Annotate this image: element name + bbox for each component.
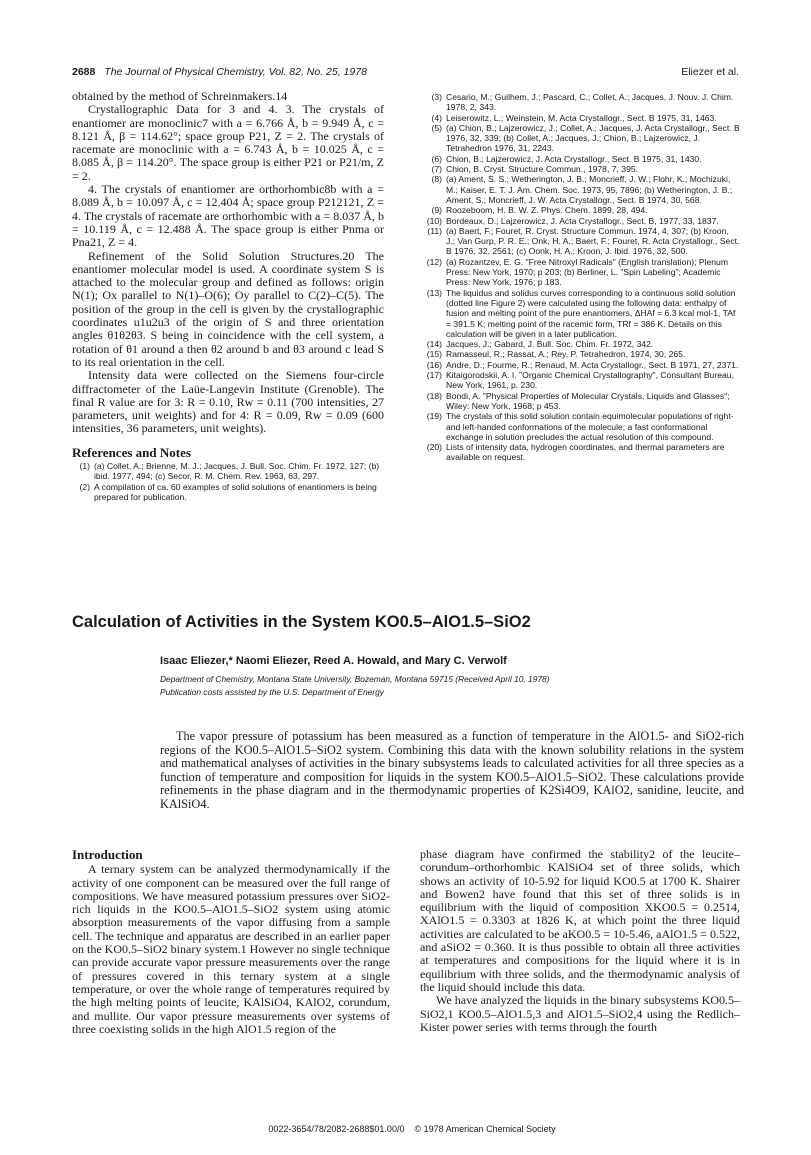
reference-number: (2) [79, 481, 90, 492]
reference-item [72, 482, 384, 503]
intro-left-column [72, 848, 390, 1036]
reference-number: (5) [431, 122, 442, 133]
reference-item [420, 154, 740, 164]
paragraph: Crystallographic Data for 3 and 4. 3. The crystals of enantiomer are monoclinic7 with a = 6.766 Å, b = 9.949 Å, c = 8.121 Å, β = 114.62°; space group P21, Z = 2. The crystals of racemate are monoclinic with a = 6.743 Å, b = 10.025 Å, c = 8.085 Å, β = 114.20°. The space group is either P21 or P21/m, Z = 2. [72, 102, 384, 183]
reference-item [420, 164, 740, 174]
reference-item [420, 442, 740, 463]
left-column [72, 90, 384, 502]
article-code: 0022-3654/78/2082-2688$01.00/0 [268, 1124, 405, 1134]
reference-number: (4) [431, 112, 442, 123]
page-footer [72, 1124, 752, 1134]
reference-number: (8) [431, 174, 442, 185]
reference-item [420, 411, 740, 442]
reference-item [420, 288, 740, 339]
affiliation-line: Department of Chemistry, Montana State University, Bozeman, Montana 59715 (Received April 10, 1978) [160, 674, 550, 684]
reference-number: (19) [426, 411, 442, 422]
reference-item [420, 123, 740, 154]
reference-text: Lists of intensity data, hydrogen coordinates, and thermal parameters are available on request. [446, 442, 725, 463]
reference-text: Cesario, M.; Guilhem, J.; Pascard, C.; Collet, A.; Jacques, J. Nouv. J. Chim. 1978, 2, 343. [446, 92, 734, 113]
reference-number: (16) [426, 359, 442, 370]
article-title: Calculation of Activities in the System KO0.5–AlO1.5–SiO2 [72, 613, 531, 631]
reference-text: Chion, B.; Lajzerowicz, J. Acta Crystallogr., Sect. B 1975, 31, 1430. [446, 153, 702, 164]
reference-number: (9) [431, 205, 442, 216]
running-authors: Eliezer et al. [681, 66, 739, 78]
reference-number: (11) [427, 225, 442, 236]
reference-item [72, 461, 384, 482]
paragraph: 4. The crystals of enantiomer are orthorhombic8b with a = 8.089 Å, b = 10.097 Å, c = 12.404 Å; space group P212121, Z = 4. The crystals of racemate are orthorhombic with a = 8.037 Å, b = 10.119 Å, c = 12.488 Å. The space group is either Pnma or Pna21, Z = 4. [72, 182, 384, 250]
paragraph: obtained by the method of Schreinmakers.14 [72, 89, 288, 103]
reference-item [420, 113, 740, 123]
reference-number: (10) [426, 215, 442, 226]
reference-number: (17) [426, 370, 442, 381]
reference-text: (a) Rozantzev, E. G. "Free Nitroxyl Radicals" (English translation); Plenum Press: New York, 1970; p 203; (b) Berliner, L. "Spin Labeling"; Academic Press: New York, 1976; p 183. [446, 256, 728, 288]
paragraph: Intensity data were collected on the Siemens four-circle diffractometer of the Laüe-Langevin Institute (Grenoble). The final R value are for 3: R = 0.10, Rw = 0.11 (700 intensities, 27 parameters, unit weights) and for 4: R = 0.09, Rw = 0.09 (600 intensities, 36 parameters, unit weights). [72, 368, 384, 436]
intro-right-column [420, 848, 740, 1034]
copyright-notice: © 1978 American Chemical Society [414, 1124, 556, 1134]
reference-text: The liquidus and solidus curves corresponding to a continuous solid solution (dotted line Figure 2) were calculated using the following data: enthalpy of fusion and melting point of the pure enantiomers, ΔHAf = 6.3 kcal mol-1, TAf = 391.5 K; melting point of the racemic form, TRf = 386 K. Details on this calculation will be given in a later publication. [446, 287, 736, 339]
reference-item [420, 174, 740, 205]
reference-number: (6) [431, 153, 442, 164]
reference-number: (12) [426, 256, 442, 267]
reference-item [420, 370, 740, 391]
reference-text: The crystals of this solid solution contain equimolecular populations of right- and left-handed conformations of the molecule; a fast conformational exchange in solution precludes the actual resolution of this compound. [446, 411, 734, 442]
reference-text: Chion, B. Cryst. Structure Commun., 1978, 7, 395. [446, 164, 639, 175]
reference-text: Andre, D.; Fourme, R.; Renaud, M. Acta Crystallogr., Sect. B 1971, 27, 2371. [446, 359, 739, 370]
reference-text: A compilation of ca. 60 examples of solid solutions of enantiomers is being prepared for publication. [94, 481, 377, 502]
references-heading: References and Notes [72, 444, 191, 460]
reference-number: (13) [426, 287, 442, 298]
reference-number: (7) [431, 164, 442, 175]
reference-number: (14) [426, 339, 442, 350]
right-reference-list [420, 92, 740, 463]
reference-text: Ramasseul, R.; Rassat, A.; Rey, P. Tetrahedron, 1974, 30, 265. [446, 349, 686, 360]
reference-text: Jacques, J.; Gabard, J. Bull. Soc. Chim. Fr. 1972, 342. [446, 339, 654, 350]
reference-item [420, 339, 740, 349]
reference-number: (15) [426, 349, 442, 360]
reference-item [420, 226, 740, 257]
reference-item [420, 349, 740, 359]
paragraph: A ternary system can be analyzed thermodynamically if the activity of one component can be measured over the full range of compositions. We have measured potassium pressures over SiO2-rich liquids in the KO0.5–AlO1.5–SiO2 system using atomic absorption measurements of the vapor diffusing from a sample cell. The technique and apparatus are described in an earlier paper on the KO0.5–SiO2 binary system.1 However no single technique can provide accurate vapor pressure measurements over the range of pressures covered in this ternary system at a single temperature, or over the whole range of temperatures required by the high melting points of leucite, KAlSiO4, KAlO2, corundum, and mullite. Our vapor pressure measurements over systems of three coexisting solids in the high AlO1.5 region of the [72, 862, 390, 1036]
reference-number: (18) [426, 390, 442, 401]
reference-item [420, 257, 740, 288]
reference-text: (a) Collet, A.; Brienne, M. J.; Jacques, J. Bull. Soc. Chim. Fr. 1972, 127; (b) ibid. 1977, 494; (c) Secor, R. M. Chem. Rev. 1963, 63, 297. [94, 461, 380, 482]
reference-item [420, 391, 740, 412]
paragraph: Refinement of the Solid Solution Structures.20 The enantiomer molecular model is used. A coordinate system S is attached to the molecular group and defined as follows: origin N(1); Ox parallel to N(1)–O(6); Oy parallel to C(2)–C(5). The position of the group in the cell is given by the crystallographic coordinates u1u2u3 of the origin of S and three orientation angles θ1θ2θ3. S being in coincidence with the cell system, a rotation of θ1 around a then θ2 around b and θ3 around c lead S to its real orientation in the cell. [72, 248, 384, 369]
reference-item [420, 205, 740, 215]
article-authors: Isaac Eliezer,* Naomi Eliezer, Reed A. Howald, and Mary C. Verwolf [160, 655, 507, 667]
reference-text: (a) Chion, B.; Lajzerowicz, J.; Collet, A.; Jacques, J. Acta Crystallogr., Sect. B 1976, 32, 339; (b) Collet, A.; Jacques, J.; Chion, B.; Lajzerowicz, J. Tetrahedron 1976, 31, 2243. [446, 122, 740, 154]
reference-list [72, 461, 384, 502]
page-number: 2688 [72, 66, 96, 78]
reference-text: Roozeboom, H. B. W. Z. Phys. Chem. 1899, 28, 494. [446, 205, 648, 216]
reference-text: Bordeaux, D.; Lajzerowicz, J. Acta Crystallogr., Sect. B, 1977, 33, 1837. [446, 215, 719, 226]
reference-item [420, 92, 740, 113]
reference-item [420, 216, 740, 226]
reference-text: Kitaigorodskii, A. I. "Organic Chemical Crystallography", Consultant Bureau, New York, 1961, p. 230. [446, 370, 734, 391]
journal-name: The Journal of Physical Chemistry, Vol. 82, No. 25, 1978 [104, 66, 367, 78]
funding-line: Publication costs assisted by the U.S. Department of Energy [160, 687, 384, 697]
running-header [72, 66, 739, 82]
reference-number: (1) [79, 461, 90, 472]
reference-number: (3) [431, 92, 442, 102]
reference-number: (20) [426, 442, 442, 453]
reference-text: Leiserowitz, L.; Weinstein, M. Acta Crystallogr., Sect. B 1975, 31, 1463. [446, 112, 717, 123]
section-heading: Introduction [72, 847, 143, 862]
abstract [160, 730, 744, 811]
reference-text: (a) Baert, F.; Fouret, R. Cryst. Structure Commun. 1974, 4, 307; (b) Kroon, J.; Van Gurp, P. R. E.; Onk, H. A.; Baert, F.; Fouret, R. Acta Crystallogr., Sect. B 1976, 32, 2561; (c) Oonk, H. A.; Kroon, J. Ibid. 1976, 32, 500. [446, 225, 740, 257]
abstract-text: The vapor pressure of potassium has been measured as a function of temperature in the AlO1.5- and SiO2-rich regions of the KO0.5–AlO1.5–SiO2 system. Combining this data with the known solubility relations in the system and mathematical analyses of activities in the binary subsystems leads to calculated activities for all three species as a function of temperature and composition for liquids in the system KO0.5–AlO1.5–SiO2. These calculations provide refinements in the phase diagram and in the thermodynamic properties of K2Si4O9, KAlO2, sanidine, leucite, and KAlSiO4. [160, 729, 744, 811]
paragraph: phase diagram have confirmed the stability2 of the leucite–corundum–orthorhombic KAlSiO4 set of three solids, which shows an activity of 10-5.92 for liquid KO0.5 at 1700 K. Shairer and Bowen2 have found that this set of three solids is in equilibrium with the liquid of composition XKO0.5 = 0.2514, XAlO1.5 = 0.3303 at 1826 K, at which point the three liquid activities are calculated to be aKO0.5 = 10-5.46, aAlO1.5 = 0.522, and aSiO2 = 0.360. It is thus possible to obtain all three activities at temperatures and compositions for the liquid where it is in equilibrium with three solids, and the thermodynamic analysis of the liquid should include this data. [420, 847, 740, 994]
paragraph: We have analyzed the liquids in the binary subsystems KO0.5–SiO2,1 KO0.5–AlO1.5,3 and AlO1.5–SiO2,4 using the Redlich–Kister power series with terms through the fourth [420, 993, 740, 1034]
article-affiliation [160, 673, 760, 699]
reference-item [420, 360, 740, 370]
reference-text: Bondi, A. "Physical Properties of Molecular Crystals, Liquids and Glasses"; Wiley: New York, 1968; p 453. [446, 390, 730, 411]
reference-text: (a) Ament, S. S.; Wetherington, J. B.; Moncrieff, J. W.; Flohr, K.; Mochizuki, M.; Kaiser, E. T. J. Am. Chem. Soc. 1973, 95, 7896; (b) Wetherington, J. B.; Ament, S.; Moncrieff, J. W. Acta Crystallogr., Sect. B 1974, 30, 568. [446, 174, 733, 205]
